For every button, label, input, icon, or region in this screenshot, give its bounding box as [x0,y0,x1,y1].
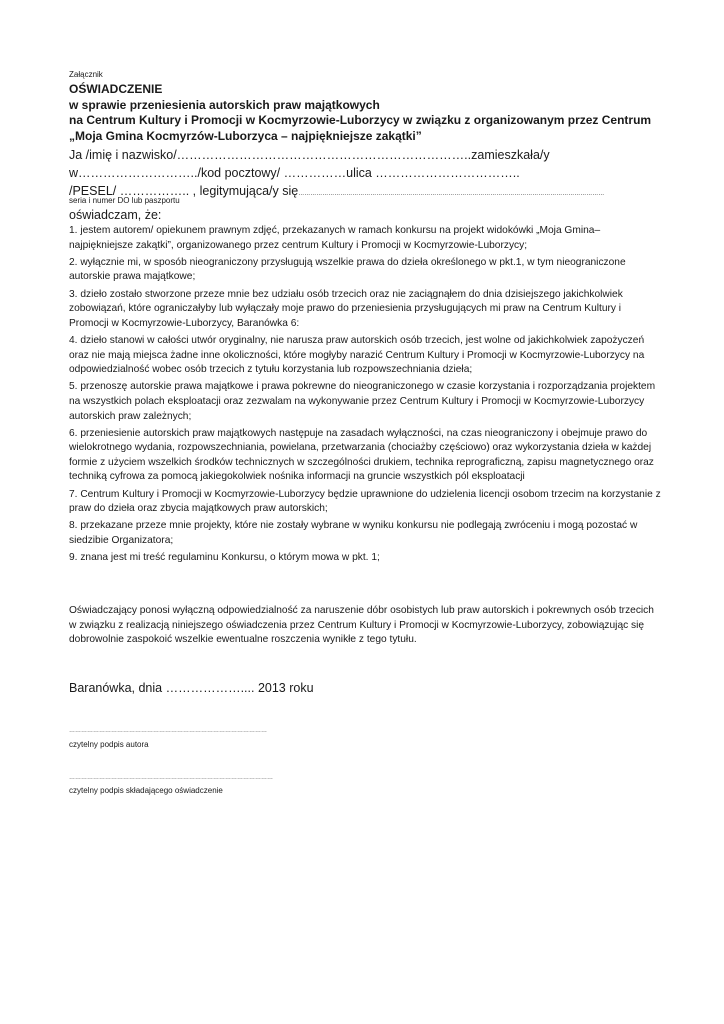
author-signature-line: ……………………………………………………………………………………… [69,728,267,734]
personal-data-fields [69,146,669,203]
author-signature-label: czytelny podpis autora [69,740,149,749]
pesel-id-text: /PESEL/ …………….. , legitymująca/y się [69,184,299,198]
annex-label: Załącznik [69,70,103,79]
declare-intro: oświadczam, że: [69,208,162,222]
id-series-note: seria i numer DO lub paszportu [69,196,180,205]
declarant-signature-label: czytelny podpis składającego oświadczenie [69,786,223,795]
point-6: 6. przeniesienie autorskich praw majątkowych następuje na zasadach wyłączności, na czas nieograniczony i obejmuje prawo do wielokrotnego wydania, rozpowszechniania, powielana, przetwarzania (chociażby częściowo) oraz wykorzystania dzieła w każdej formie z użyciem wszelkich środków technicznych w szczególności drukiem, technika reprograficzną, zapisu magnetycznego oraz techniką cyfrowa za pomocą jakiegokolwiek nośnika informacji na gruncie wszystkich pól eksploatacji [69,427,654,483]
point-4: 4. dzieło stanowi w całości utwór oryginalny, nie narusza praw autorskich osób trzecich, jest wolne od jakichkolwiek zapożyczeń oraz nie mają miejsca żadne inne okoliczności, które mogłyby narazić Centrum Kultury i Promocji w Kocmyrzowie-Luborzycy na odpowiedzialność wobec osób trzecich z tytułu korzystania lub rozpowszechniania dzieła; [69,334,645,376]
postal-street-line: w………………………../kod pocztowy/ ……………ulica …………………………….. [69,166,520,180]
declaration-points [69,224,661,568]
point-1: 1. jestem autorem/ opiekunem prawnym zdjęć, przekazanych w ramach konkursu na projekt widokówki „Moja Gmina– najpiękniejsze zakątki”, organizowanego przez centrum Kultury i Promocji w Kocmyrzowie-Luborzycy; [69,225,601,251]
document-title [69,82,669,144]
point-3: 3. dzieło zostało stworzone przeze mnie bez udziału osób trzecich oraz nie zaciągnąłem do dnia dzisiejszego jakichkolwiek zobowiązań, które ograniczałyby lub wyłączały moje prawo do przeniesienia przysługujących mi praw na Centrum Kultury i Promocji w Kocmyrzowie-Luborzycy, Baranówka 6: [69,288,623,329]
place-and-date: Baranówka, dnia ……………….... 2013 roku [69,681,314,695]
title-line-3: na Centrum Kultury i Promocji w Kocmyrzowie-Luborzycy w związku z organizowanym przez Centrum [69,113,652,127]
title-line-1: OŚWIADCZENIE [69,82,163,96]
name-address-line: Ja /imię i nazwisko/……………………………………………………………..zamieszkała/y [69,148,550,162]
point-2: 2. wyłącznie mi, w sposób nieograniczony przysługują wszelkie prawa do dzieła określonego w pkt.1, w tym nieograniczone autorskie prawa majątkowe; [69,256,626,283]
title-line-4: „Moja Gmina Kocmyrzów-Luborzyca – najpiękniejsze zakątki” [69,128,422,143]
id-document-dots: ……………………………………………………………………………………………………………………………………… [298,191,605,197]
declarant-signature-line: ………………………………………………………………………………………… [69,775,273,781]
point-8: 8. przekazane przeze mnie projekty, które nie zostały wybrane w wyniku konkursu nie podlegają zwróceniu i mogą pozostać w siedzibie Organizatora; [69,520,638,547]
point-7: 7. Centrum Kultury i Promocji w Kocmyrzowie-Luborzycy będzie uprawnione do udzielenia licencji osobom trzecim na korzystanie z praw do dzieła oraz zbycia majątkowych praw autorskich; [69,488,661,515]
point-5: 5. przenoszę autorskie prawa majątkowe i prawa pokrewne do nieograniczonego w czasie korzystania i rozporządzania projektem na wszystkich polach eksploatacji oraz zezwalam na wykonywanie przez Centrum Kultury i Promocji w Kocmyrzowie-Luborzycy autorskich praw zależnych; [69,381,656,422]
point-9: 9. znana jest mi treść regulaminu Konkursu, o którym mowa w pkt. 1; [69,552,380,564]
closing-statement [69,604,661,648]
liability-paragraph: Oświadczający ponosi wyłączną odpowiedzialność za naruszenie dóbr osobistych lub praw autorskich i pokrewnych osób trzecich w związku z realizacją niniejszego oświadczenia przez Centrum Kultury i Promocji w Kocmyrzowie-Luborzycy, zobowiązując się dobrowolnie zaspokoić wszelkie ewentualne roszczenia wynikłe z tego tytułu. [69,605,654,646]
title-line-2: w sprawie przeniesienia autorskich praw majątkowych [69,97,380,112]
